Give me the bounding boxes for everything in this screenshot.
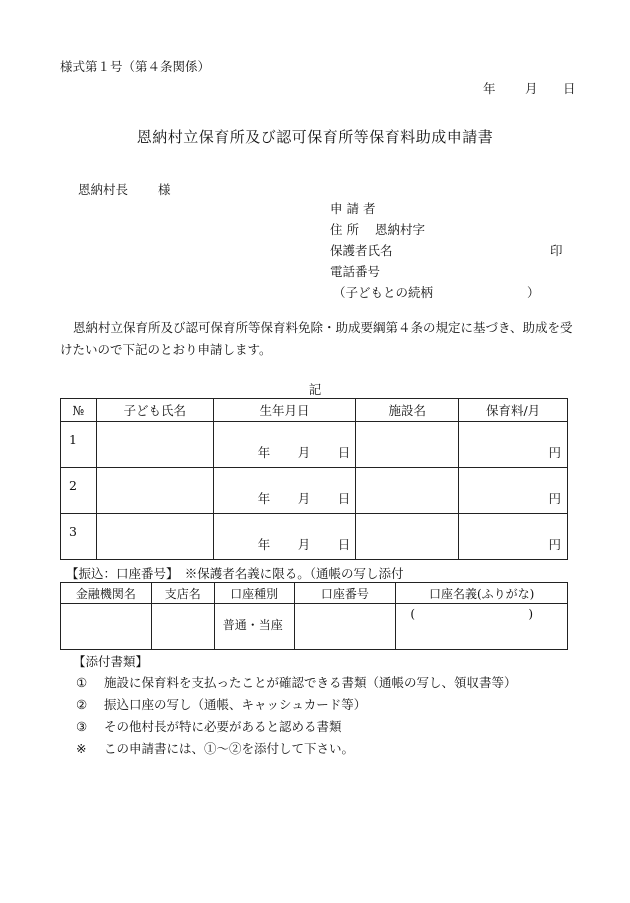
account-type-cell[interactable] — [214, 604, 294, 650]
seal-mark: 印 — [550, 243, 563, 258]
fee-cell[interactable] — [459, 468, 568, 514]
item-text: この申請書には、①～②を添付して下さい。 — [104, 741, 355, 756]
birth-month-label: 月 — [297, 537, 311, 552]
item-text: 振込口座の写し（通帳、キャッシュカード等） — [104, 697, 367, 712]
date-day-label: 日 — [563, 81, 576, 96]
applicant-heading: 申 請 者 — [330, 201, 376, 216]
birthdate-cell[interactable] — [213, 468, 356, 514]
header-account-number: 口座番号 — [294, 583, 396, 604]
addressee-name: 恩納村長 — [78, 182, 129, 197]
account-number-cell[interactable] — [294, 604, 396, 650]
fee-cell[interactable] — [459, 422, 568, 468]
birth-day-label: 日 — [337, 445, 351, 460]
item-marker: ② — [76, 697, 88, 712]
children-table — [60, 398, 568, 560]
address-label: 住 所 — [330, 222, 359, 237]
table-row — [61, 468, 568, 514]
birth-day-label: 日 — [337, 537, 351, 552]
table-row — [61, 422, 568, 468]
birth-day-label: 日 — [337, 491, 351, 506]
yen-label: 円 — [548, 445, 561, 460]
relation-label: （子どもとの続柄 — [333, 285, 434, 300]
kana-open-paren: ( — [410, 607, 416, 621]
child-name-cell[interactable] — [96, 422, 213, 468]
row-number-cell — [61, 514, 97, 560]
list-item — [76, 672, 517, 694]
yen-label: 円 — [548, 537, 561, 552]
birth-year-label: 年 — [257, 537, 271, 552]
row-number-cell — [61, 468, 97, 514]
header-account-holder: 口座名義(ふりがな) — [396, 583, 568, 604]
facility-cell[interactable] — [356, 422, 459, 468]
list-item — [76, 694, 366, 716]
account-type-options: 普通・当座 — [222, 618, 283, 632]
date-month-label: 月 — [525, 81, 538, 96]
row-number-cell — [61, 422, 97, 468]
item-marker: ① — [76, 675, 88, 690]
birth-year-label: 年 — [257, 445, 271, 460]
ki-heading: 記 — [308, 382, 322, 397]
item-marker: ※ — [76, 741, 87, 756]
birth-month-label: 月 — [297, 445, 311, 460]
item-text: その他村長が特に必要があると認める書類 — [104, 719, 342, 734]
header-child-name: 子ども氏名 — [96, 399, 213, 422]
request-statement: 恩納村立保育所及び認可保育所等保育料免除・助成要綱第４条の規定に基づき、助成を受けたいので下記のとおり申請します。 — [60, 320, 573, 357]
child-name-cell[interactable] — [96, 468, 213, 514]
header-facility: 施設名 — [356, 399, 459, 422]
guardian-name-label: 保護者氏名 — [330, 243, 393, 258]
bank-account-table — [60, 582, 568, 650]
header-fee: 保育料/月 — [459, 399, 568, 422]
bank-name-cell[interactable] — [61, 604, 152, 650]
date-year-label: 年 — [483, 81, 496, 96]
item-text: 施設に保育料を支払ったことが確認できる書類（通帳の写し、領収書等） — [104, 675, 517, 690]
birth-month-label: 月 — [297, 491, 311, 506]
header-bank-name: 金融機関名 — [61, 583, 152, 604]
list-item — [76, 738, 354, 760]
address-value: 恩納村字 — [375, 222, 426, 237]
birthdate-cell[interactable] — [213, 514, 356, 560]
form-number: 様式第１号（第４条関係） — [60, 59, 211, 74]
addressee-honorific: 様 — [158, 182, 171, 197]
item-marker: ③ — [76, 719, 88, 734]
account-holder-cell[interactable] — [396, 604, 568, 650]
relation-close: ） — [527, 285, 540, 300]
facility-cell[interactable] — [356, 514, 459, 560]
row-number: 3 — [69, 524, 77, 539]
birth-year-label: 年 — [257, 491, 271, 506]
table-row — [61, 604, 568, 650]
header-no: № — [61, 399, 97, 422]
header-branch-name: 支店名 — [151, 583, 214, 604]
birthdate-cell[interactable] — [213, 422, 356, 468]
phone-label: 電話番号 — [330, 264, 381, 279]
children-table-header — [61, 399, 568, 422]
list-item — [76, 716, 342, 738]
bank-transfer-note: 【振込：口座番号】 ※保護者名義に限る。（通帳の写し添付 — [66, 566, 404, 581]
facility-cell[interactable] — [356, 468, 459, 514]
row-number: 1 — [69, 432, 77, 447]
kana-close-paren: ) — [528, 607, 533, 621]
table-row — [61, 514, 568, 560]
branch-name-cell[interactable] — [151, 604, 214, 650]
header-birthdate: 生年月日 — [213, 399, 356, 422]
row-number: 2 — [69, 478, 77, 493]
fee-cell[interactable] — [459, 514, 568, 560]
header-account-type: 口座種別 — [214, 583, 294, 604]
child-name-cell[interactable] — [96, 514, 213, 560]
attachments-heading: 【添付書類】 — [73, 654, 149, 669]
yen-label: 円 — [548, 491, 561, 506]
bank-table-header — [61, 583, 568, 604]
form-title: 恩納村立保育所及び認可保育所等保育料助成申請書 — [136, 128, 494, 146]
